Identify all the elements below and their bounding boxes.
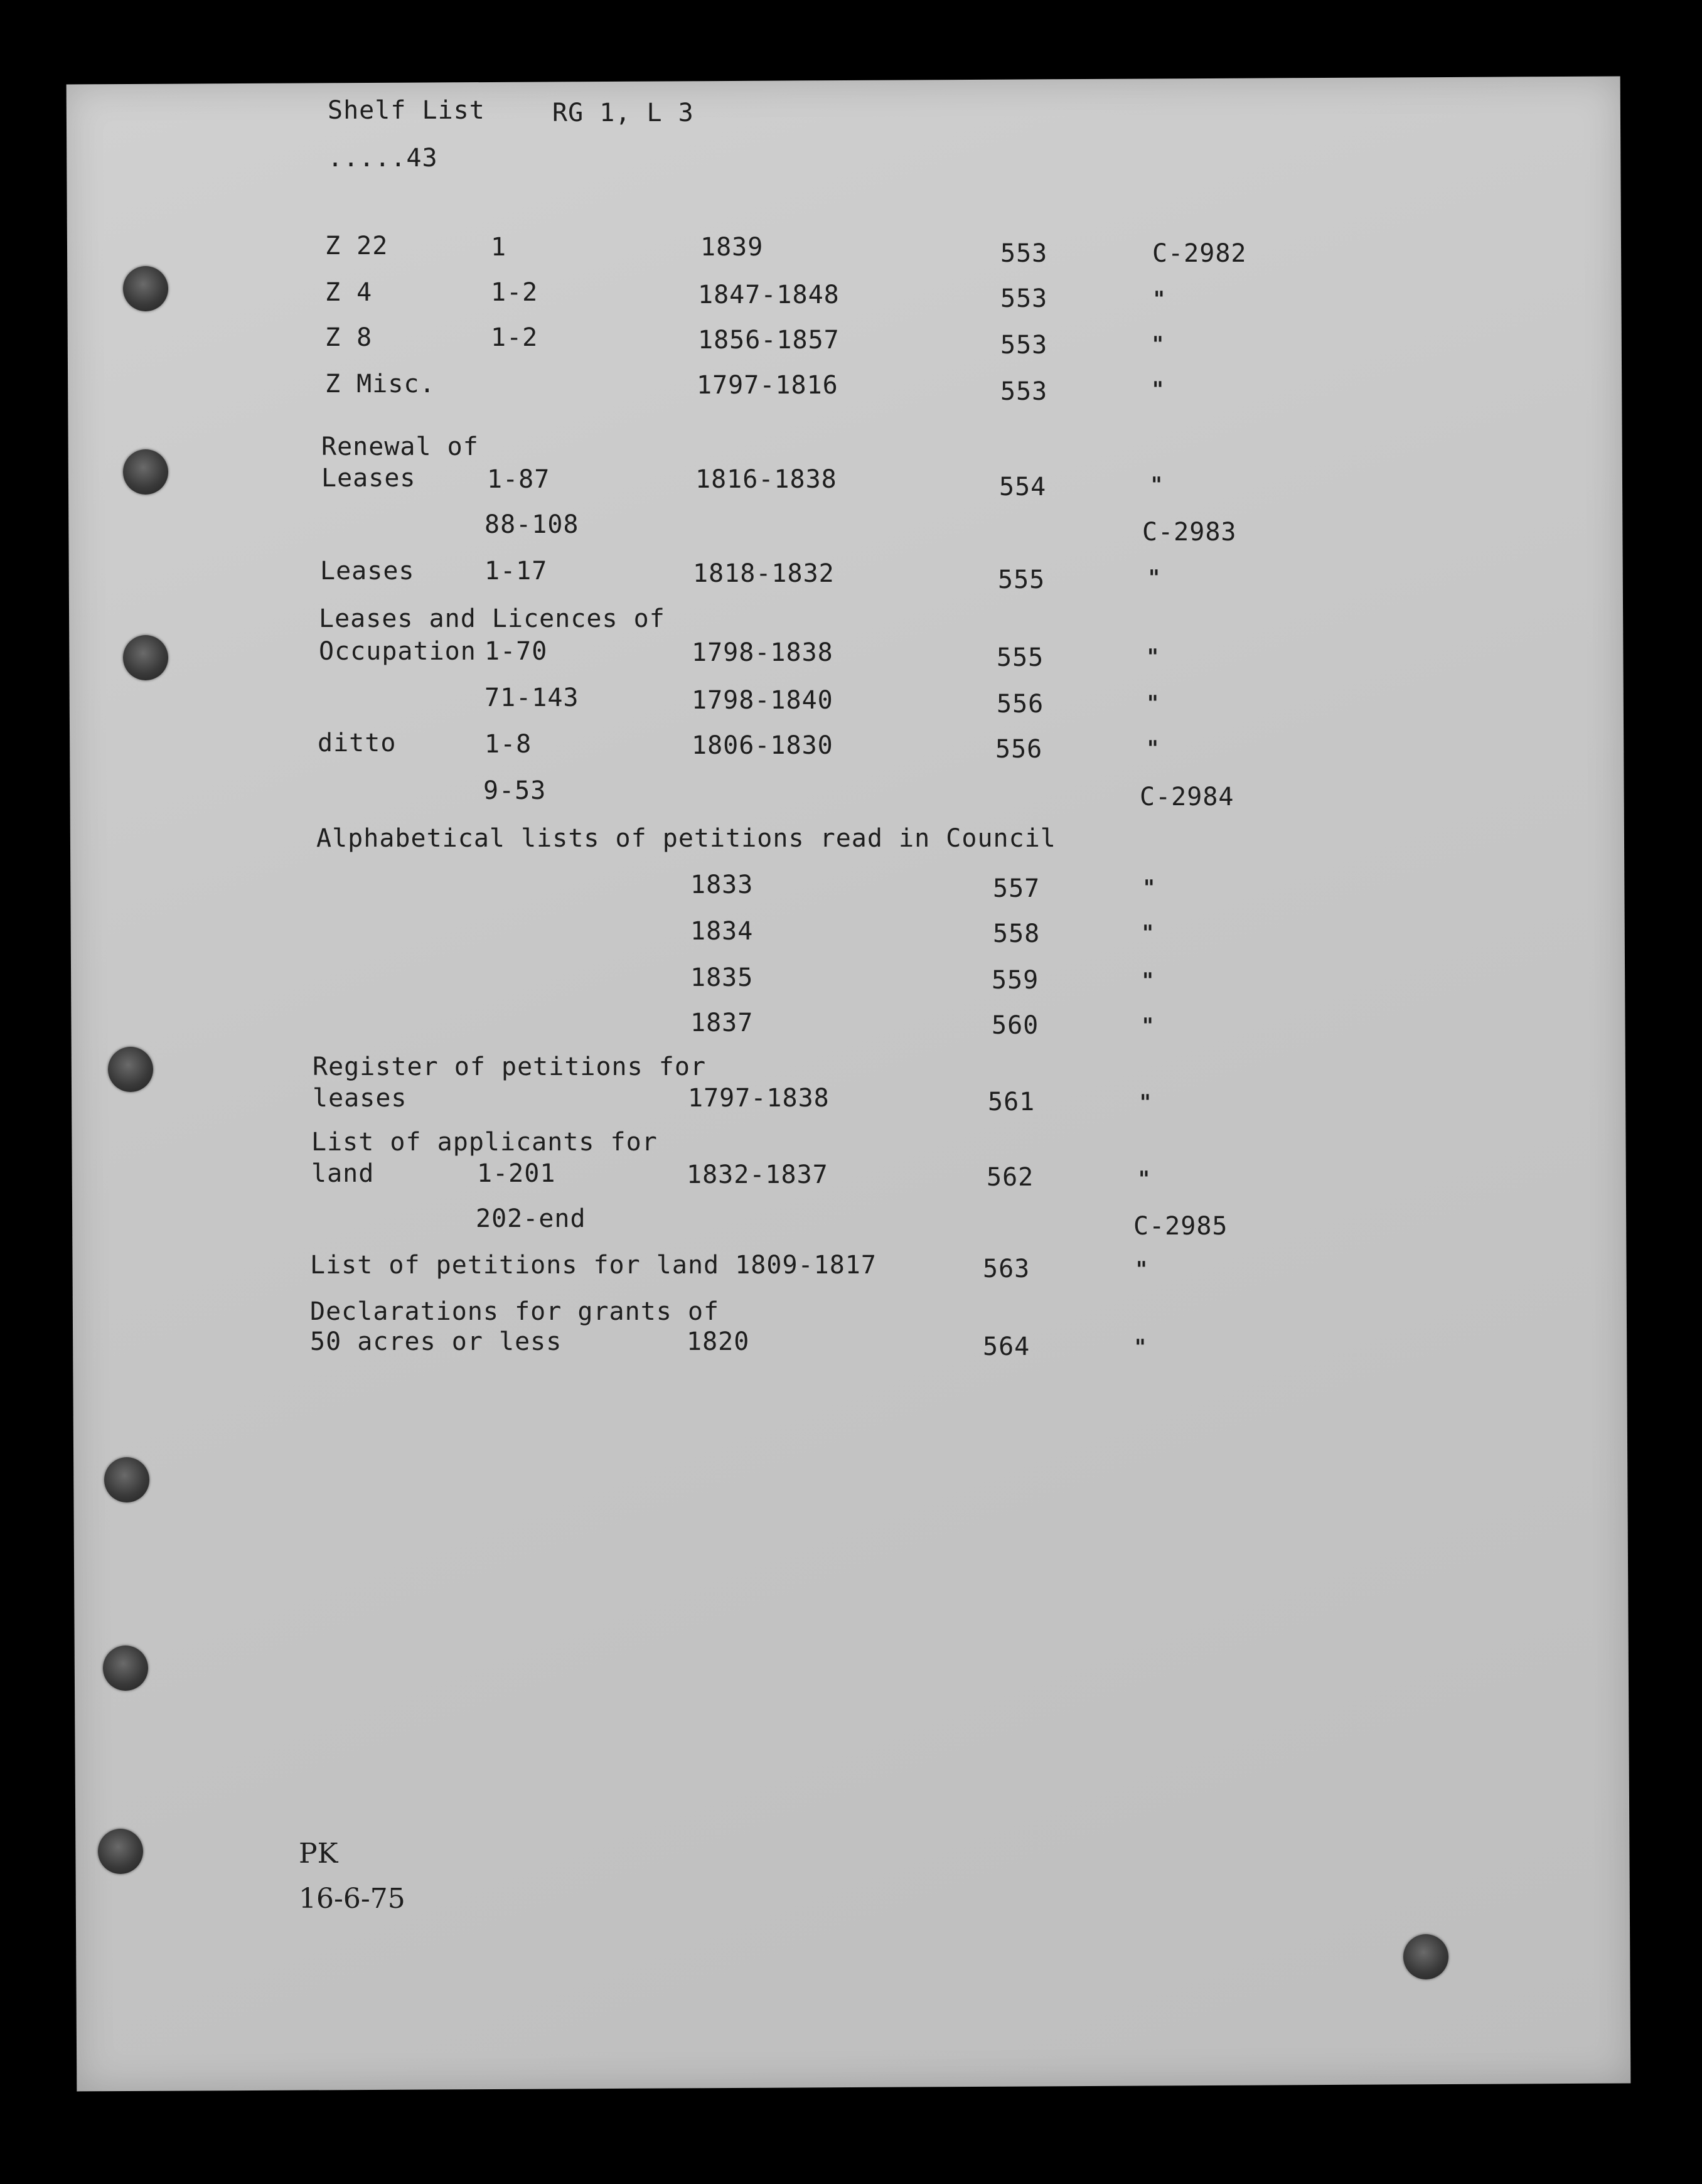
items-cell: 1-87 — [487, 465, 550, 494]
series-cell: Renewal of — [321, 432, 479, 461]
shelf-list-title: Shelf List — [328, 96, 485, 125]
volume-cell: 563 — [983, 1255, 1030, 1283]
volume-cell: 557 — [993, 874, 1041, 903]
volume-cell: 555 — [997, 643, 1044, 672]
dates-cell: 1797-1838 — [688, 1084, 830, 1113]
series-cell: leases — [313, 1084, 407, 1113]
volume-cell: 559 — [992, 966, 1039, 995]
dates-cell: 1839 — [700, 233, 764, 262]
volume-cell: 553 — [1000, 331, 1048, 360]
footer-initials: PK — [299, 1838, 338, 1870]
series-cell: 50 acres or less — [310, 1327, 562, 1356]
items-cell: 1 — [491, 233, 507, 262]
reel-ditto-mark: " — [1147, 645, 1159, 670]
series-cell: Z 8 — [325, 323, 373, 352]
dates-cell: 1820 — [687, 1327, 750, 1356]
series-cell: Register of petitions for — [313, 1052, 707, 1081]
series-cell: List of petitions for land 1809-1817 — [310, 1251, 877, 1280]
reel-ditto-mark: " — [1142, 968, 1154, 993]
reel-ditto-mark: " — [1142, 921, 1154, 946]
series-cell: Z 4 — [325, 278, 373, 307]
volume-cell: 553 — [1000, 239, 1048, 268]
reel-ditto-mark: " — [1142, 1014, 1154, 1039]
series-cell: Leases — [320, 557, 415, 586]
volume-cell: 561 — [988, 1088, 1036, 1116]
reel-ditto-mark: " — [1143, 875, 1155, 901]
dates-cell: 1834 — [690, 917, 754, 946]
series-cell: Alphabetical lists of petitions read in Council — [316, 824, 1056, 853]
items-cell: 1-2 — [491, 278, 538, 307]
volume-cell: 553 — [1000, 377, 1048, 406]
series-cell: Z 22 — [325, 232, 388, 260]
items-cell: 88-108 — [484, 510, 579, 539]
reel-cell: C-2982 — [1152, 239, 1247, 268]
items-cell: 1-201 — [477, 1159, 556, 1188]
series-cell: land — [311, 1159, 375, 1188]
volume-cell: 558 — [993, 919, 1041, 948]
dates-cell: 1816-1838 — [695, 465, 837, 494]
dates-cell: 1798-1838 — [692, 638, 833, 667]
series-cell: ditto — [318, 729, 397, 757]
items-cell: 1-8 — [484, 730, 532, 759]
reel-ditto-mark: " — [1138, 1167, 1150, 1192]
dates-cell: 1833 — [690, 870, 754, 899]
series-cell: Z Misc. — [325, 370, 436, 399]
reel-ditto-mark: " — [1135, 1335, 1147, 1360]
dates-cell: 1835 — [690, 963, 754, 992]
reel-ditto-mark: " — [1147, 691, 1159, 716]
series-cell: List of applicants for — [311, 1128, 658, 1157]
page-reference: .....43 — [328, 144, 438, 173]
reel-ditto-mark: " — [1147, 736, 1159, 761]
dates-cell: 1837 — [690, 1009, 754, 1037]
dates-cell: 1847-1848 — [698, 281, 840, 309]
reel-ditto-mark: " — [1148, 565, 1160, 591]
dates-cell: 1806-1830 — [692, 731, 833, 760]
reel-ditto-mark: " — [1152, 377, 1164, 402]
series-cell: Occupation — [319, 637, 476, 666]
reel-cell: C-2985 — [1133, 1212, 1228, 1241]
volume-cell: 562 — [987, 1163, 1034, 1192]
items-cell: 1-70 — [484, 637, 548, 666]
dates-cell: 1856-1857 — [698, 326, 840, 355]
dates-cell: 1797-1816 — [697, 371, 838, 400]
volume-cell: 556 — [995, 735, 1043, 764]
volume-cell: 554 — [999, 473, 1047, 501]
volume-cell: 564 — [983, 1332, 1030, 1361]
record-group: RG 1, L 3 — [552, 99, 694, 127]
series-cell: Leases — [321, 464, 416, 493]
volume-cell: 556 — [997, 690, 1044, 719]
reel-ditto-mark: " — [1151, 473, 1163, 498]
items-cell: 1-17 — [484, 557, 548, 586]
items-cell: 9-53 — [483, 776, 547, 805]
dates-cell: 1798-1840 — [692, 686, 833, 715]
series-cell: Leases and Licences of — [319, 604, 665, 633]
series-cell: Declarations for grants of — [310, 1297, 720, 1326]
items-cell: 1-2 — [491, 323, 538, 352]
dates-cell: 1818-1832 — [693, 559, 835, 588]
reel-ditto-mark: " — [1153, 287, 1165, 312]
reel-cell: C-2983 — [1142, 518, 1237, 547]
reel-cell: C-2984 — [1140, 783, 1234, 811]
footer-date: 16-6-75 — [299, 1883, 405, 1915]
reel-ditto-mark: " — [1152, 332, 1164, 357]
volume-cell: 555 — [998, 565, 1046, 594]
reel-ditto-mark: " — [1140, 1090, 1152, 1115]
volume-cell: 553 — [1000, 284, 1048, 313]
reel-ditto-mark: " — [1136, 1257, 1148, 1282]
dates-cell: 1832-1837 — [687, 1160, 828, 1189]
volume-cell: 560 — [992, 1011, 1039, 1040]
items-cell: 71-143 — [484, 683, 579, 712]
items-cell: 202-end — [476, 1204, 586, 1233]
